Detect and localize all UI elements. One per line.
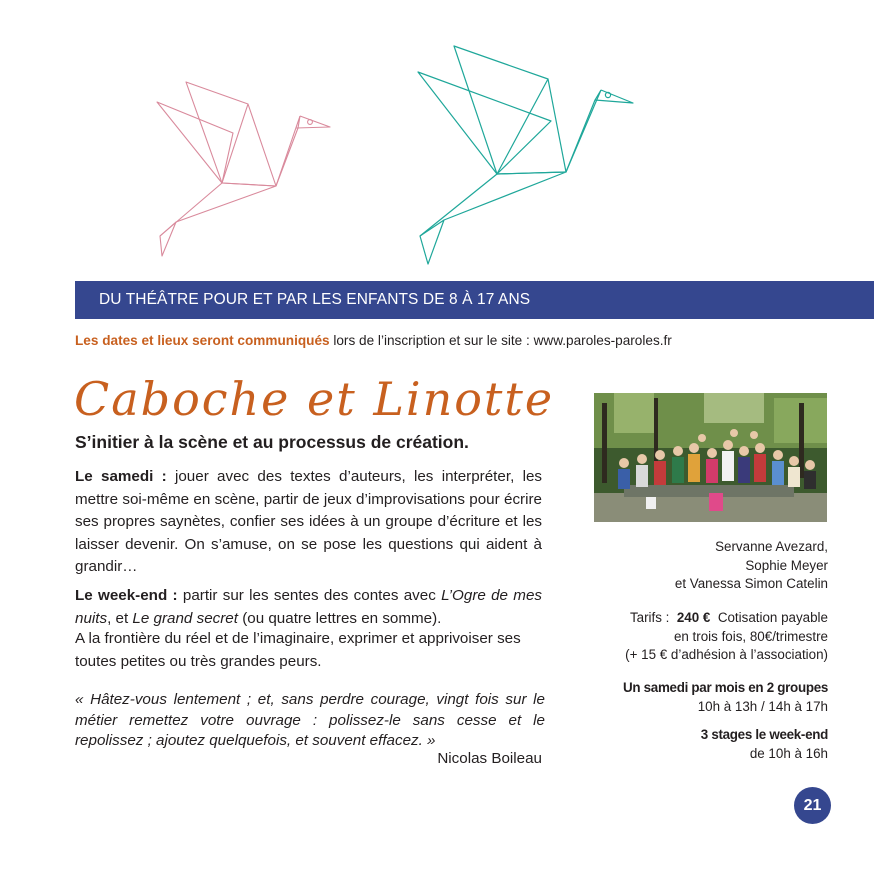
origami-birds-illustration <box>0 0 874 280</box>
facilitators <box>675 538 828 594</box>
weekend-text-3: (ou quatre lettres en somme). <box>237 609 442 627</box>
tarifs-line-1 <box>625 609 828 628</box>
schedule-saturday-title: Un samedi par mois en 2 groupes <box>622 680 828 695</box>
group-photo <box>594 393 827 522</box>
weekend-text-2: , et <box>107 609 133 627</box>
workshop-title: Caboche et Linotte <box>74 372 555 426</box>
page-number: 21 <box>794 787 831 824</box>
weekend-text-1: partir sur les sentes des contes avec <box>177 587 442 604</box>
schedule-weekend <box>701 726 828 763</box>
facilitator-3: et Vanessa Simon Catelin <box>674 576 828 591</box>
tarifs-text-2: en trois fois, 80€/trimestre <box>673 628 828 644</box>
schedule-saturday <box>623 679 828 716</box>
tarifs-text-3: (+ 15 € d’adhésion à l’association) <box>625 647 828 662</box>
schedule-weekend-hours: de 10h à 16h <box>749 745 828 761</box>
tarifs <box>625 609 828 665</box>
quote-author: Nicolas Boileau <box>437 750 542 767</box>
weekend-label: Le week-end : <box>75 587 178 604</box>
boileau-quote: « Hâtez-vous lentement ; et, sans perdre courage, vingt fois sur le métier remettez votre ouvrage : polissez-le sans cesse et le repolissez ; ajoutez quelquefois, et souvent effacez. » <box>75 691 545 749</box>
tarifs-price: 240 € <box>676 610 711 625</box>
schedule-weekend-title: 3 stages le week-end <box>700 727 828 742</box>
tarifs-label: Tarifs : <box>629 610 670 625</box>
facilitator-2: Sophie Meyer <box>745 557 828 573</box>
samedi-label: Le samedi : <box>75 468 167 485</box>
section-banner: DU THÉÂTRE POUR ET PAR LES ENFANTS DE 8 À 17 ANS <box>75 281 874 319</box>
teal-origami-bird <box>418 46 633 264</box>
schedule-saturday-hours: 10h à 13h / 14h à 17h <box>697 698 828 714</box>
workshop-subtitle: S’initier à la scène et au processus de création. <box>75 432 469 452</box>
dates-highlight: Les dates et lieux seront communiqués <box>75 333 330 348</box>
samedi-paragraph <box>75 466 542 579</box>
dates-notice <box>75 333 672 348</box>
weekend-paragraph-2: A la frontière du réel et de l’imaginaire, exprimer et apprivoiser ses toutes petites ou très grandes peurs. <box>75 630 521 670</box>
dates-rest: lors de l’inscription et sur le site : www.paroles-paroles.fr <box>329 333 672 348</box>
weekend-paragraph <box>75 585 542 630</box>
samedi-text: jouer avec des textes d’auteurs, les interpréter, les mettre soi-même en scène, partir de jeux d’improvisations pour écrire ses propres saynètes, confier ses idées à un groupe d’écriture et les laisser devenir. On s’amuse, on se pose les questions qui aident à grandir… <box>75 468 542 575</box>
pink-origami-bird <box>157 82 330 256</box>
weekend-title-1: L’Ogre de mes nuits <box>75 587 542 627</box>
facilitator-1: Servanne Avezard, <box>715 539 828 554</box>
tarifs-text-1: Cotisation payable <box>717 610 828 625</box>
weekend-title-2: Le grand secret <box>132 609 238 627</box>
